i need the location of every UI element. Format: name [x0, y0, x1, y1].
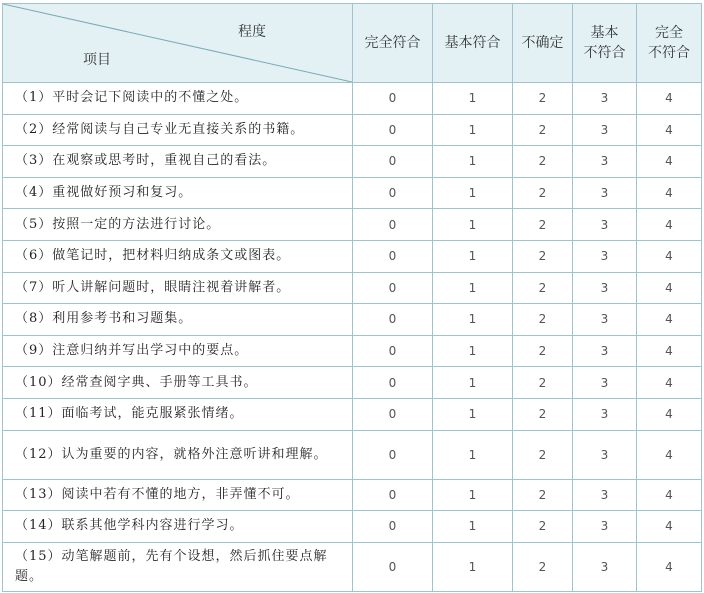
table-row [3, 83, 702, 115]
diagonal-line [3, 4, 352, 82]
score-cell: 2 [513, 304, 573, 336]
row-item-label: （7）听人讲解问题时，眼睛注视着讲解者。 [3, 272, 353, 304]
score-cell: 0 [353, 511, 433, 543]
score-cell: 3 [573, 146, 637, 178]
row-item-label: （1）平时会记下阅读中的不懂之处。 [3, 83, 353, 115]
row-item-label: （11）面临考试，能克服紧张情绪。 [3, 398, 353, 430]
score-cell: 3 [573, 177, 637, 209]
score-cell: 3 [573, 430, 637, 479]
score-cell: 1 [433, 209, 513, 241]
score-cell: 4 [637, 240, 702, 272]
score-cell: 2 [513, 114, 573, 146]
score-cell: 3 [573, 335, 637, 367]
score-cell: 4 [637, 511, 702, 543]
col-header-1-line1: 基本符合 [444, 35, 501, 51]
table-row [3, 367, 702, 399]
score-cell: 3 [573, 272, 637, 304]
item-label: 项目 [83, 52, 111, 68]
score-cell: 2 [513, 398, 573, 430]
col-header-3-line2: 不符合 [583, 45, 626, 61]
score-cell: 0 [353, 146, 433, 178]
col-header-0 [353, 4, 433, 83]
score-cell: 0 [353, 83, 433, 115]
table-row [3, 479, 702, 511]
score-cell: 1 [433, 511, 513, 543]
score-cell: 0 [353, 430, 433, 479]
col-header-2 [513, 4, 573, 83]
score-cell: 3 [573, 83, 637, 115]
row-item-label: （12）认为重要的内容，就格外注意听讲和理解。 [3, 430, 353, 479]
score-cell: 3 [573, 367, 637, 399]
table-row [3, 240, 702, 272]
row-item-label: （13）阅读中若有不懂的地方，非弄懂不可。 [3, 479, 353, 511]
score-cell: 4 [637, 272, 702, 304]
score-cell: 3 [573, 209, 637, 241]
score-cell: 4 [637, 146, 702, 178]
table-row [3, 114, 702, 146]
row-item-label: （5）按照一定的方法进行讨论。 [3, 209, 353, 241]
col-header-2-line1: 不确定 [521, 35, 564, 51]
score-cell: 3 [573, 542, 637, 591]
score-cell: 1 [433, 335, 513, 367]
score-cell: 0 [353, 272, 433, 304]
table-row [3, 209, 702, 241]
row-item-label: （10）经常查阅字典、手册等工具书。 [3, 367, 353, 399]
table-row [3, 335, 702, 367]
score-cell: 4 [637, 367, 702, 399]
score-cell: 1 [433, 272, 513, 304]
col-header-4-line2: 不符合 [648, 45, 690, 61]
row-item-label: （3）在观察或思考时，重视自己的看法。 [3, 146, 353, 178]
score-cell: 1 [433, 114, 513, 146]
score-cell: 4 [637, 398, 702, 430]
score-cell: 3 [573, 304, 637, 336]
score-cell: 4 [637, 304, 702, 336]
row-item-label: （14）联系其他学科内容进行学习。 [3, 511, 353, 543]
score-cell: 0 [353, 240, 433, 272]
row-item-label: （8）利用参考书和习题集。 [3, 304, 353, 336]
score-cell: 0 [353, 177, 433, 209]
table-row [3, 542, 702, 591]
score-cell: 2 [513, 209, 573, 241]
score-cell: 4 [637, 542, 702, 591]
score-cell: 2 [513, 479, 573, 511]
row-item-label: （15）动笔解题前，先有个设想，然后抓住要点解题。 [3, 542, 353, 591]
table-row [3, 398, 702, 430]
header-row [3, 4, 702, 83]
score-cell: 0 [353, 335, 433, 367]
score-cell: 2 [513, 542, 573, 591]
score-cell: 4 [637, 335, 702, 367]
score-cell: 2 [513, 511, 573, 543]
score-cell: 1 [433, 177, 513, 209]
score-cell: 4 [637, 177, 702, 209]
score-cell: 2 [513, 83, 573, 115]
score-cell: 2 [513, 240, 573, 272]
score-cell: 2 [513, 177, 573, 209]
score-cell: 4 [637, 83, 702, 115]
score-cell: 1 [433, 83, 513, 115]
degree-label: 程度 [238, 24, 266, 40]
score-cell: 2 [513, 335, 573, 367]
score-cell: 3 [573, 511, 637, 543]
score-cell: 0 [353, 114, 433, 146]
score-cell: 0 [353, 479, 433, 511]
table-body [3, 83, 702, 592]
score-cell: 1 [433, 479, 513, 511]
score-cell: 1 [433, 430, 513, 479]
score-cell: 3 [573, 240, 637, 272]
col-header-0-line1: 完全符合 [364, 35, 421, 51]
row-item-label: （4）重视做好预习和复习。 [3, 177, 353, 209]
table-row [3, 511, 702, 543]
score-cell: 0 [353, 398, 433, 430]
score-cell: 0 [353, 367, 433, 399]
score-cell: 4 [637, 209, 702, 241]
score-cell: 3 [573, 398, 637, 430]
col-header-1 [433, 4, 513, 83]
col-header-4-line1: 完全 [655, 25, 683, 41]
row-item-label: （6）做笔记时，把材料归纳成条文或图表。 [3, 240, 353, 272]
score-cell: 3 [573, 479, 637, 511]
score-cell: 2 [513, 367, 573, 399]
score-cell: 2 [513, 430, 573, 479]
diagonal-header-cell [3, 4, 353, 83]
score-cell: 1 [433, 240, 513, 272]
table-row [3, 304, 702, 336]
score-cell: 3 [573, 114, 637, 146]
score-cell: 0 [353, 209, 433, 241]
score-cell: 1 [433, 146, 513, 178]
score-cell: 1 [433, 304, 513, 336]
score-cell: 1 [433, 367, 513, 399]
col-header-3 [573, 4, 637, 83]
row-item-label: （9）注意归纳并写出学习中的要点。 [3, 335, 353, 367]
score-cell: 4 [637, 114, 702, 146]
score-cell: 4 [637, 479, 702, 511]
score-cell: 2 [513, 272, 573, 304]
table-row [3, 146, 702, 178]
row-item-label: （2）经常阅读与自己专业无直接关系的书籍。 [3, 114, 353, 146]
questionnaire-table [2, 3, 702, 592]
table-row [3, 177, 702, 209]
score-cell: 1 [433, 398, 513, 430]
score-cell: 4 [637, 430, 702, 479]
col-header-4 [637, 4, 702, 83]
table-row [3, 430, 702, 479]
score-cell: 0 [353, 304, 433, 336]
score-cell: 0 [353, 542, 433, 591]
score-cell: 2 [513, 146, 573, 178]
col-header-3-line1: 基本 [590, 25, 619, 41]
score-cell: 1 [433, 542, 513, 591]
table-row [3, 272, 702, 304]
